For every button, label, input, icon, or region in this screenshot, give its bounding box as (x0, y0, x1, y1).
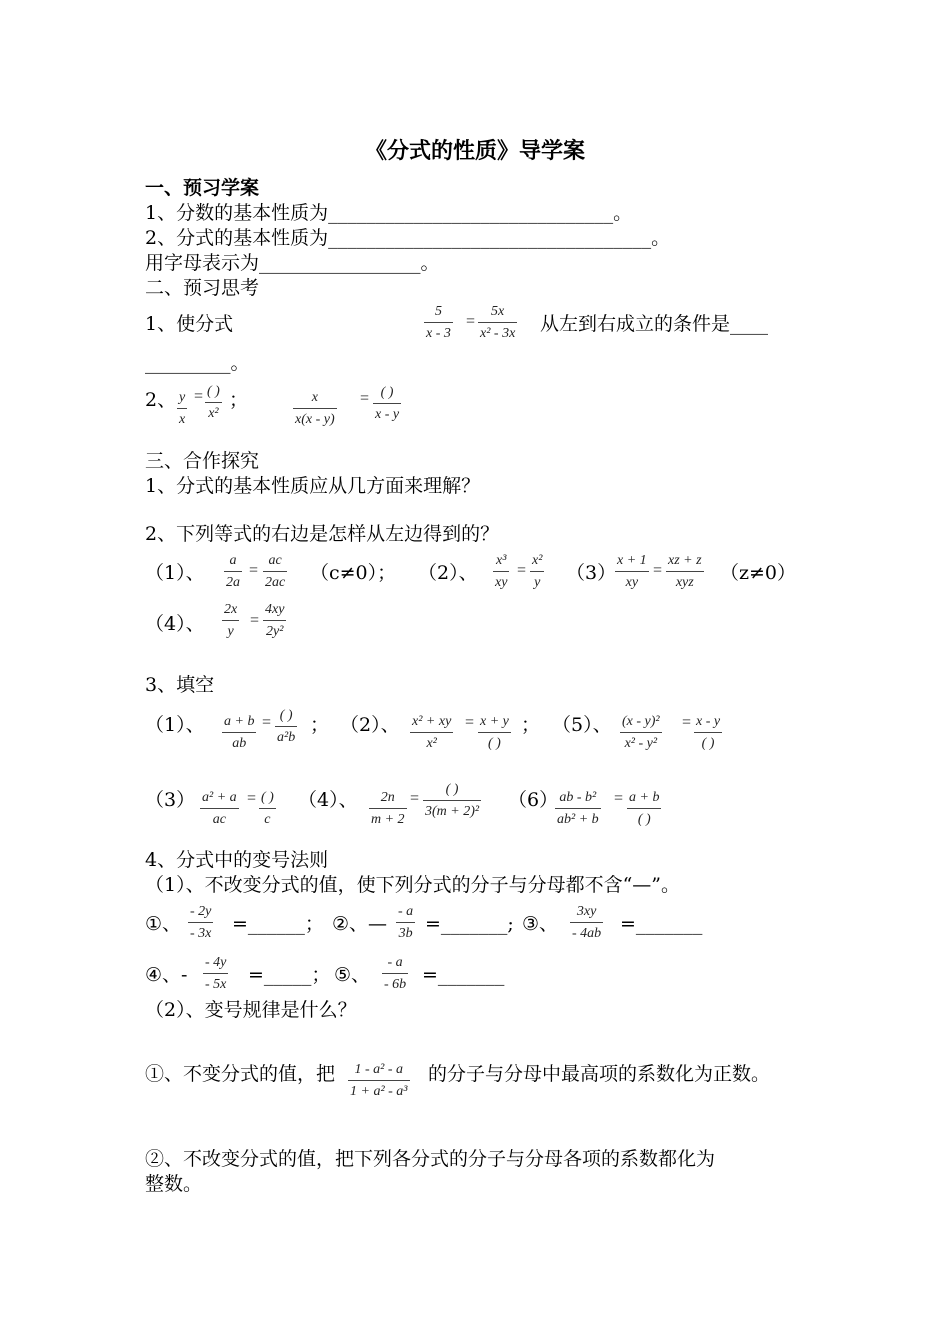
equals-sign: = (262, 714, 272, 731)
equals-sign: = (410, 790, 420, 807)
separator: ； (229, 389, 249, 411)
condition-text: （c≠0）； (310, 562, 397, 584)
item-label: （6） (508, 789, 559, 811)
condition-text: （z≠0） (720, 562, 797, 584)
letter-notation-line: 用字母表示为_________________。 (145, 252, 440, 274)
separator: ； (310, 714, 330, 736)
s3-q4-sub2: （2）、变号规律是什么？ (145, 999, 357, 1021)
fraction: ( ) 3(m + 2)² (425, 782, 480, 819)
fraction: 2x y (224, 602, 238, 639)
page-title: 《分式的性质》导学案 (364, 138, 585, 164)
q1-continuation: _________。 (145, 352, 250, 374)
item-label: ②、— (332, 913, 388, 935)
fraction: x² + xy x² (412, 714, 452, 751)
answer-blank[interactable]: =_____； (248, 964, 331, 986)
q4-p1-prefix: ①、不变分式的值，把 (145, 1063, 336, 1085)
fraction: a 2a (226, 553, 240, 590)
rational-expression-property-line: 2、分式的基本性质为__________________________________。 (145, 227, 671, 249)
item-label: （4）、 (145, 613, 205, 635)
s3-q1: 1、分式的基本性质应从几方面来理解？ (145, 475, 481, 497)
section-heading-cooperation: 三、合作探究 (145, 450, 260, 472)
fraction: x - y ( ) (696, 714, 721, 751)
q1-prefix: 1、使分式 (145, 313, 234, 335)
q2-fraction-3: x x(x - y) (295, 390, 335, 427)
item-label: ①、 (145, 913, 182, 935)
q2-fraction-1: y x (179, 390, 186, 427)
answer-blank[interactable]: =_______ (422, 964, 505, 986)
fraction: x + y ( ) (480, 714, 509, 751)
fraction: 1 - a² - a 1 + a² - a³ (350, 1062, 408, 1099)
equals-sign: = (682, 714, 692, 731)
fraction: a + b ( ) (629, 790, 660, 827)
q1-fraction-right: 5x x² - 3x (480, 304, 516, 341)
fraction: ( ) c (261, 790, 274, 827)
item-label: ③、 (522, 913, 559, 935)
item-label: （3） (145, 789, 196, 811)
fraction: (x - y)² x² - y² (622, 714, 660, 751)
s3-q4-sub1: （1）、不改变分式的值，使下列分式的分子与分母都不含“—”。 (145, 874, 681, 896)
item-label: （2）、 (340, 714, 400, 736)
item-label: ⑤、 (334, 964, 371, 986)
section-heading-preview: 一、预习学案 (145, 177, 260, 199)
section-heading-preview-thinking: 二、预习思考 (145, 277, 260, 299)
item-label: （4）、 (298, 789, 358, 811)
fraction: x³ xy (495, 553, 508, 590)
answer-blank[interactable]: =_______ (620, 913, 703, 935)
equals-sign: = (517, 562, 527, 579)
item-label: （2）、 (418, 562, 478, 584)
fraction: x + 1 xy (617, 553, 647, 590)
fraction-property-line: 1、分数的基本性质为______________________________。 (145, 202, 633, 224)
item-label: （3） (566, 562, 617, 584)
item-label: （1）、 (145, 562, 205, 584)
q4-p2-line1: ②、不改变分式的值，把下列各分式的分子与分母各项的系数都化为 (145, 1148, 716, 1170)
item-label: （5）、 (552, 714, 612, 736)
fraction: a² + a ac (202, 790, 237, 827)
fraction: 2n m + 2 (371, 790, 405, 827)
answer-blank[interactable]: =_______; (425, 913, 514, 935)
equals-sign: = (194, 388, 204, 405)
equals-sign: = (465, 714, 475, 731)
equals-sign: = (247, 790, 257, 807)
q2-fraction-4: ( ) x - y (375, 385, 400, 422)
fraction: 4xy 2y² (265, 602, 285, 639)
equals-sign: = (250, 612, 260, 629)
equals-sign: = (466, 313, 476, 330)
fraction: 3xy - 4ab (572, 904, 602, 941)
s3-q4: 4、分式中的变号法则 (145, 849, 329, 871)
s3-q2: 2、下列等式的右边是怎样从左边得到的？ (145, 523, 500, 545)
fraction: ab - b² ab² + b (557, 790, 599, 827)
separator: ； (521, 714, 541, 736)
q2-prefix: 2、 (145, 389, 177, 411)
s3-q3: 3、填空 (145, 674, 215, 696)
fraction: a + b ab (224, 714, 255, 751)
fraction: ac 2ac (265, 553, 286, 590)
item-label: （1）、 (145, 714, 205, 736)
answer-blank[interactable]: =______； (232, 913, 324, 935)
fraction: - 2y - 3x (190, 904, 212, 941)
equals-sign: = (360, 390, 370, 407)
fraction: x² y (532, 553, 543, 590)
q4-p1-suffix: 的分子与分母中最高项的系数化为正数。 (428, 1063, 771, 1085)
fraction: xz + z xyz (668, 553, 702, 590)
q2-fraction-2: ( ) x² (207, 384, 220, 421)
equals-sign: = (614, 790, 624, 807)
q4-p2-line2: 整数。 (145, 1173, 203, 1195)
item-label: ④、- (145, 964, 188, 986)
fraction: ( ) a²b (277, 708, 296, 745)
fraction: - a 3b (398, 904, 414, 941)
fraction: - a - 6b (384, 955, 407, 992)
q1-fraction-left: 5 x - 3 (426, 304, 451, 341)
fraction: - 4y - 5x (205, 955, 227, 992)
q1-suffix: 从左到右成立的条件是____ (540, 313, 769, 335)
equals-sign: = (249, 562, 259, 579)
equals-sign: = (653, 562, 663, 579)
